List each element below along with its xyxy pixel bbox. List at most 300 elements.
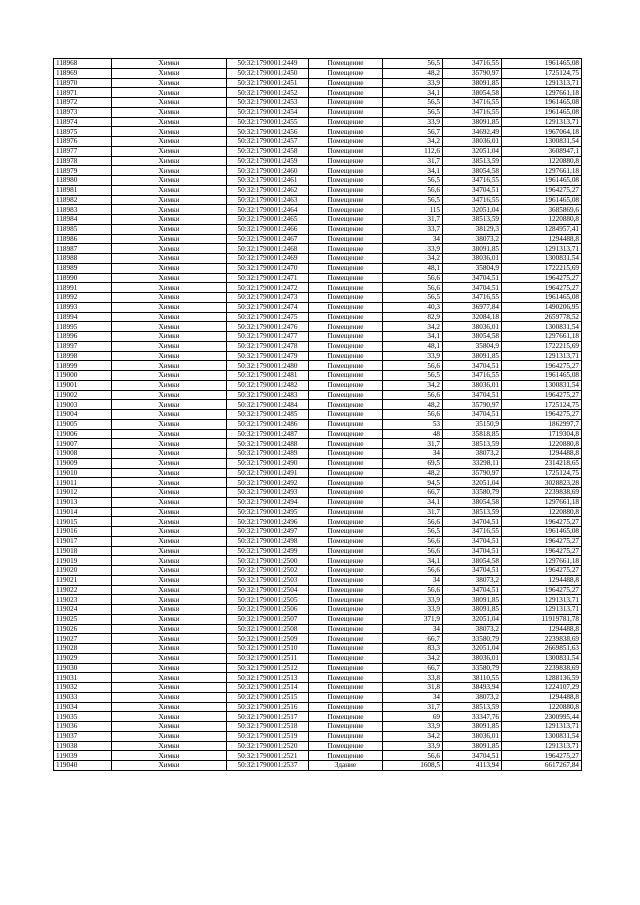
object-type-cell: Помещение bbox=[309, 137, 383, 147]
unit-value-cell: 38036,01 bbox=[443, 254, 502, 264]
unit-value-cell: 34716,55 bbox=[443, 176, 502, 186]
area-cell: 31,7 bbox=[383, 156, 443, 166]
city-cell: Химки bbox=[112, 536, 227, 546]
row-number: 119001 bbox=[54, 380, 112, 390]
city-cell: Химки bbox=[112, 156, 227, 166]
city-cell: Химки bbox=[112, 390, 227, 400]
area-cell: 56,5 bbox=[383, 98, 443, 108]
cadastral-number-cell: 50:32:1790001:2519 bbox=[227, 731, 309, 741]
cadastral-number-cell: 50:32:1790001:2493 bbox=[227, 488, 309, 498]
table-row bbox=[54, 751, 582, 761]
unit-value-cell: 38073,2 bbox=[443, 449, 502, 459]
cadastral-number-cell: 50:32:1790001:2476 bbox=[227, 322, 309, 332]
table-row bbox=[54, 585, 582, 595]
row-number: 118996 bbox=[54, 332, 112, 342]
area-cell: 82,9 bbox=[383, 312, 443, 322]
area-cell: 33,9 bbox=[383, 78, 443, 88]
cadastral-number-cell: 50:32:1790001:2457 bbox=[227, 137, 309, 147]
row-number: 119034 bbox=[54, 702, 112, 712]
table-row bbox=[54, 127, 582, 137]
cadastral-value-cell: 3608947,1 bbox=[502, 146, 582, 156]
cadastral-value-cell: 1300831,54 bbox=[502, 653, 582, 663]
cadastral-number-cell: 50:32:1790001:2474 bbox=[227, 302, 309, 312]
row-number: 119037 bbox=[54, 731, 112, 741]
row-number: 119025 bbox=[54, 614, 112, 624]
cadastral-value-cell: 2659778,52 bbox=[502, 312, 582, 322]
cadastral-number-cell: 50:32:1790001:2483 bbox=[227, 390, 309, 400]
cadastral-number-cell: 50:32:1790001:2497 bbox=[227, 527, 309, 537]
cadastral-value-cell: 1297661,18 bbox=[502, 497, 582, 507]
area-cell: 66,7 bbox=[383, 634, 443, 644]
row-number: 118972 bbox=[54, 98, 112, 108]
object-type-cell: Помещение bbox=[309, 585, 383, 595]
city-cell: Химки bbox=[112, 741, 227, 751]
table-row bbox=[54, 741, 582, 751]
cadastral-number-cell: 50:32:1790001:2462 bbox=[227, 185, 309, 195]
cadastral-value-cell: 1300831,54 bbox=[502, 380, 582, 390]
cadastral-number-cell: 50:32:1790001:2498 bbox=[227, 536, 309, 546]
table-row bbox=[54, 634, 582, 644]
cadastral-value-cell: 3685869,6 bbox=[502, 205, 582, 215]
cadastral-number-cell: 50:32:1790001:2469 bbox=[227, 254, 309, 264]
row-number: 118997 bbox=[54, 341, 112, 351]
cadastral-number-cell: 50:32:1790001:2520 bbox=[227, 741, 309, 751]
object-type-cell: Помещение bbox=[309, 644, 383, 654]
area-cell: 56,6 bbox=[383, 517, 443, 527]
area-cell: 33,9 bbox=[383, 722, 443, 732]
row-number: 118969 bbox=[54, 68, 112, 78]
cadastral-number-cell: 50:32:1790001:2454 bbox=[227, 107, 309, 117]
object-type-cell: Помещение bbox=[309, 605, 383, 615]
area-cell: 34 bbox=[383, 692, 443, 702]
area-cell: 56,5 bbox=[383, 293, 443, 303]
cadastral-value-cell: 1964275,27 bbox=[502, 283, 582, 293]
row-number: 118975 bbox=[54, 127, 112, 137]
object-type-cell: Помещение bbox=[309, 283, 383, 293]
object-type-cell: Помещение bbox=[309, 536, 383, 546]
city-cell: Химки bbox=[112, 117, 227, 127]
city-cell: Химки bbox=[112, 634, 227, 644]
city-cell: Химки bbox=[112, 185, 227, 195]
table-row bbox=[54, 624, 582, 634]
city-cell: Химки bbox=[112, 722, 227, 732]
city-cell: Химки bbox=[112, 88, 227, 98]
cadastral-value-cell: 1291313,71 bbox=[502, 605, 582, 615]
table-row bbox=[54, 595, 582, 605]
row-number: 119019 bbox=[54, 556, 112, 566]
table-row bbox=[54, 137, 582, 147]
table-row bbox=[54, 605, 582, 615]
row-number: 119000 bbox=[54, 371, 112, 381]
cadastral-value-cell: 1297661,18 bbox=[502, 556, 582, 566]
area-cell: 56,6 bbox=[383, 566, 443, 576]
cadastral-number-cell: 50:32:1790001:2464 bbox=[227, 205, 309, 215]
area-cell: 1608,5 bbox=[383, 761, 443, 771]
object-type-cell: Помещение bbox=[309, 731, 383, 741]
cadastral-value-cell: 1964275,27 bbox=[502, 410, 582, 420]
object-type-cell: Помещение bbox=[309, 468, 383, 478]
row-number: 118974 bbox=[54, 117, 112, 127]
cadastral-value-cell: 1964275,27 bbox=[502, 751, 582, 761]
cadastral-value-cell: 1294488,8 bbox=[502, 624, 582, 634]
cadastral-value-cell: 1719304,8 bbox=[502, 429, 582, 439]
row-number: 118992 bbox=[54, 293, 112, 303]
object-type-cell: Помещение bbox=[309, 419, 383, 429]
cadastral-value-cell: 1490206,95 bbox=[502, 302, 582, 312]
city-cell: Химки bbox=[112, 137, 227, 147]
object-type-cell: Помещение bbox=[309, 254, 383, 264]
object-type-cell: Помещение bbox=[309, 341, 383, 351]
city-cell: Химки bbox=[112, 254, 227, 264]
area-cell: 34,2 bbox=[383, 254, 443, 264]
row-number: 119015 bbox=[54, 517, 112, 527]
city-cell: Химки bbox=[112, 146, 227, 156]
cadastral-value-cell: 1297661,18 bbox=[502, 88, 582, 98]
area-cell: 56,6 bbox=[383, 361, 443, 371]
table-row bbox=[54, 68, 582, 78]
city-cell: Химки bbox=[112, 663, 227, 673]
city-cell: Химки bbox=[112, 614, 227, 624]
cadastral-number-cell: 50:32:1790001:2512 bbox=[227, 663, 309, 673]
cadastral-value-cell: 11919781,78 bbox=[502, 614, 582, 624]
row-number: 119031 bbox=[54, 673, 112, 683]
city-cell: Химки bbox=[112, 458, 227, 468]
cadastral-value-cell: 3028823,28 bbox=[502, 478, 582, 488]
row-number: 119035 bbox=[54, 712, 112, 722]
cadastral-value-cell: 1722215,69 bbox=[502, 341, 582, 351]
city-cell: Химки bbox=[112, 78, 227, 88]
table-row bbox=[54, 283, 582, 293]
object-type-cell: Помещение bbox=[309, 390, 383, 400]
city-cell: Химки bbox=[112, 683, 227, 693]
cadastral-number-cell: 50:32:1790001:2459 bbox=[227, 156, 309, 166]
table-row bbox=[54, 107, 582, 117]
area-cell: 34,1 bbox=[383, 556, 443, 566]
unit-value-cell: 32051,04 bbox=[443, 205, 502, 215]
city-cell: Химки bbox=[112, 751, 227, 761]
cadastral-value-cell: 1725124,75 bbox=[502, 400, 582, 410]
object-type-cell: Помещение bbox=[309, 78, 383, 88]
object-type-cell: Помещение bbox=[309, 59, 383, 69]
city-cell: Химки bbox=[112, 59, 227, 69]
unit-value-cell: 34716,55 bbox=[443, 293, 502, 303]
table-row bbox=[54, 176, 582, 186]
row-number: 118982 bbox=[54, 195, 112, 205]
row-number: 119033 bbox=[54, 692, 112, 702]
object-type-cell: Помещение bbox=[309, 234, 383, 244]
table-row bbox=[54, 468, 582, 478]
area-cell: 34 bbox=[383, 624, 443, 634]
row-number: 119023 bbox=[54, 595, 112, 605]
object-type-cell: Помещение bbox=[309, 195, 383, 205]
cadastral-value-cell: 1220880,8 bbox=[502, 439, 582, 449]
cadastral-number-cell: 50:32:1790001:2468 bbox=[227, 244, 309, 254]
cadastral-number-cell: 50:32:1790001:2451 bbox=[227, 78, 309, 88]
area-cell: 56,6 bbox=[383, 536, 443, 546]
area-cell: 33,9 bbox=[383, 595, 443, 605]
city-cell: Химки bbox=[112, 224, 227, 234]
city-cell: Химки bbox=[112, 234, 227, 244]
cadastral-number-cell: 50:32:1790001:2449 bbox=[227, 59, 309, 69]
city-cell: Химки bbox=[112, 468, 227, 478]
cadastral-number-cell: 50:32:1790001:2463 bbox=[227, 195, 309, 205]
row-number: 119028 bbox=[54, 644, 112, 654]
cadastral-number-cell: 50:32:1790001:2516 bbox=[227, 702, 309, 712]
row-number: 118993 bbox=[54, 302, 112, 312]
object-type-cell: Помещение bbox=[309, 497, 383, 507]
area-cell: 56,6 bbox=[383, 283, 443, 293]
cadastral-number-cell: 50:32:1790001:2509 bbox=[227, 634, 309, 644]
area-cell: 94,5 bbox=[383, 478, 443, 488]
cadastral-number-cell: 50:32:1790001:2489 bbox=[227, 449, 309, 459]
cadastral-value-cell: 1297661,18 bbox=[502, 332, 582, 342]
object-type-cell: Помещение bbox=[309, 439, 383, 449]
object-type-cell: Помещение bbox=[309, 575, 383, 585]
cadastral-value-cell: 1961465,08 bbox=[502, 107, 582, 117]
cadastral-number-cell: 50:32:1790001:2461 bbox=[227, 176, 309, 186]
row-number: 119040 bbox=[54, 761, 112, 771]
object-type-cell: Здание bbox=[309, 761, 383, 771]
cadastral-number-cell: 50:32:1790001:2477 bbox=[227, 332, 309, 342]
cadastral-value-cell: 1220880,8 bbox=[502, 702, 582, 712]
object-type-cell: Помещение bbox=[309, 224, 383, 234]
table-body bbox=[54, 59, 582, 771]
unit-value-cell: 34704,51 bbox=[443, 185, 502, 195]
table-row bbox=[54, 293, 582, 303]
table-row bbox=[54, 205, 582, 215]
unit-value-cell: 35818,85 bbox=[443, 429, 502, 439]
area-cell: 33,7 bbox=[383, 224, 443, 234]
table-row bbox=[54, 488, 582, 498]
city-cell: Химки bbox=[112, 371, 227, 381]
city-cell: Химки bbox=[112, 263, 227, 273]
city-cell: Химки bbox=[112, 283, 227, 293]
table-row bbox=[54, 507, 582, 517]
cadastral-number-cell: 50:32:1790001:2492 bbox=[227, 478, 309, 488]
table-row bbox=[54, 527, 582, 537]
area-cell: 33,9 bbox=[383, 117, 443, 127]
cadastral-value-cell: 1964275,27 bbox=[502, 566, 582, 576]
object-type-cell: Помещение bbox=[309, 614, 383, 624]
object-type-cell: Помещение bbox=[309, 595, 383, 605]
row-number: 119027 bbox=[54, 634, 112, 644]
cadastral-number-cell: 50:32:1790001:2460 bbox=[227, 166, 309, 176]
cadastral-value-cell: 1961465,08 bbox=[502, 195, 582, 205]
city-cell: Химки bbox=[112, 644, 227, 654]
unit-value-cell: 35790,97 bbox=[443, 400, 502, 410]
cadastral-value-cell: 1964275,27 bbox=[502, 546, 582, 556]
object-type-cell: Помещение bbox=[309, 88, 383, 98]
cadastral-number-cell: 50:32:1790001:2456 bbox=[227, 127, 309, 137]
cadastral-value-cell: 1294488,8 bbox=[502, 234, 582, 244]
object-type-cell: Помещение bbox=[309, 322, 383, 332]
cadastral-value-cell: 1288136,59 bbox=[502, 673, 582, 683]
row-number: 118968 bbox=[54, 59, 112, 69]
object-type-cell: Помещение bbox=[309, 302, 383, 312]
row-number: 119021 bbox=[54, 575, 112, 585]
object-type-cell: Помещение bbox=[309, 380, 383, 390]
unit-value-cell: 38036,01 bbox=[443, 322, 502, 332]
cadastral-number-cell: 50:32:1790001:2452 bbox=[227, 88, 309, 98]
cadastral-number-cell: 50:32:1790001:2494 bbox=[227, 497, 309, 507]
object-type-cell: Помещение bbox=[309, 127, 383, 137]
area-cell: 56,6 bbox=[383, 273, 443, 283]
table-row bbox=[54, 702, 582, 712]
row-number: 119013 bbox=[54, 497, 112, 507]
cadastral-number-cell: 50:32:1790001:2508 bbox=[227, 624, 309, 634]
unit-value-cell: 32051,04 bbox=[443, 614, 502, 624]
cadastral-number-cell: 50:32:1790001:2450 bbox=[227, 68, 309, 78]
cadastral-number-cell: 50:32:1790001:2488 bbox=[227, 439, 309, 449]
row-number: 118973 bbox=[54, 107, 112, 117]
cadastral-value-cell: 1294488,8 bbox=[502, 575, 582, 585]
unit-value-cell: 35150,9 bbox=[443, 419, 502, 429]
cadastral-number-cell: 50:32:1790001:2495 bbox=[227, 507, 309, 517]
unit-value-cell: 34704,51 bbox=[443, 536, 502, 546]
area-cell: 33,9 bbox=[383, 351, 443, 361]
unit-value-cell: 38091,85 bbox=[443, 722, 502, 732]
cadastral-number-cell: 50:32:1790001:2490 bbox=[227, 458, 309, 468]
unit-value-cell: 38091,85 bbox=[443, 595, 502, 605]
cadastral-value-cell: 1284957,41 bbox=[502, 224, 582, 234]
cadastral-value-cell: 1291313,71 bbox=[502, 117, 582, 127]
cadastral-number-cell: 50:32:1790001:2521 bbox=[227, 751, 309, 761]
table-row bbox=[54, 234, 582, 244]
object-type-cell: Помещение bbox=[309, 556, 383, 566]
city-cell: Химки bbox=[112, 517, 227, 527]
area-cell: 56,5 bbox=[383, 195, 443, 205]
unit-value-cell: 34692,49 bbox=[443, 127, 502, 137]
area-cell: 48,1 bbox=[383, 263, 443, 273]
unit-value-cell: 38036,01 bbox=[443, 380, 502, 390]
area-cell: 31,8 bbox=[383, 683, 443, 693]
object-type-cell: Помещение bbox=[309, 361, 383, 371]
row-number: 118991 bbox=[54, 283, 112, 293]
object-type-cell: Помещение bbox=[309, 176, 383, 186]
cadastral-number-cell: 50:32:1790001:2517 bbox=[227, 712, 309, 722]
row-number: 119009 bbox=[54, 458, 112, 468]
table-row bbox=[54, 478, 582, 488]
object-type-cell: Помещение bbox=[309, 712, 383, 722]
table-row bbox=[54, 722, 582, 732]
object-type-cell: Помещение bbox=[309, 410, 383, 420]
row-number: 118976 bbox=[54, 137, 112, 147]
area-cell: 34,1 bbox=[383, 166, 443, 176]
area-cell: 56,5 bbox=[383, 176, 443, 186]
table-row bbox=[54, 244, 582, 254]
cadastral-number-cell: 50:32:1790001:2465 bbox=[227, 215, 309, 225]
table-row bbox=[54, 546, 582, 556]
cadastral-number-cell: 50:32:1790001:2455 bbox=[227, 117, 309, 127]
cadastral-number-cell: 50:32:1790001:2453 bbox=[227, 98, 309, 108]
table-row bbox=[54, 380, 582, 390]
cadastral-number-cell: 50:32:1790001:2514 bbox=[227, 683, 309, 693]
unit-value-cell: 38073,2 bbox=[443, 234, 502, 244]
table-row bbox=[54, 410, 582, 420]
unit-value-cell: 34704,51 bbox=[443, 751, 502, 761]
area-cell: 33,9 bbox=[383, 741, 443, 751]
area-cell: 48,2 bbox=[383, 468, 443, 478]
area-cell: 31,7 bbox=[383, 507, 443, 517]
table-row bbox=[54, 566, 582, 576]
area-cell: 69 bbox=[383, 712, 443, 722]
cadastral-number-cell: 50:32:1790001:2505 bbox=[227, 595, 309, 605]
cadastral-value-cell: 2669851,63 bbox=[502, 644, 582, 654]
unit-value-cell: 4113,94 bbox=[443, 761, 502, 771]
cadastral-value-cell: 1961465,08 bbox=[502, 527, 582, 537]
unit-value-cell: 32051,04 bbox=[443, 644, 502, 654]
area-cell: 31,7 bbox=[383, 439, 443, 449]
city-cell: Химки bbox=[112, 195, 227, 205]
unit-value-cell: 38091,85 bbox=[443, 605, 502, 615]
object-type-cell: Помещение bbox=[309, 517, 383, 527]
cadastral-number-cell: 50:32:1790001:2481 bbox=[227, 371, 309, 381]
table-row bbox=[54, 146, 582, 156]
cadastral-value-cell: 1291313,71 bbox=[502, 351, 582, 361]
unit-value-cell: 34704,51 bbox=[443, 566, 502, 576]
row-number: 118999 bbox=[54, 361, 112, 371]
city-cell: Химки bbox=[112, 605, 227, 615]
unit-value-cell: 38129,3 bbox=[443, 224, 502, 234]
city-cell: Химки bbox=[112, 595, 227, 605]
object-type-cell: Помещение bbox=[309, 488, 383, 498]
table-row bbox=[54, 663, 582, 673]
city-cell: Химки bbox=[112, 624, 227, 634]
unit-value-cell: 38036,01 bbox=[443, 653, 502, 663]
row-number: 119022 bbox=[54, 585, 112, 595]
city-cell: Химки bbox=[112, 215, 227, 225]
row-number: 119006 bbox=[54, 429, 112, 439]
table-row bbox=[54, 117, 582, 127]
row-number: 118971 bbox=[54, 88, 112, 98]
unit-value-cell: 34716,55 bbox=[443, 527, 502, 537]
object-type-cell: Помещение bbox=[309, 692, 383, 702]
area-cell: 66,7 bbox=[383, 663, 443, 673]
cadastral-number-cell: 50:32:1790001:2467 bbox=[227, 234, 309, 244]
cadastral-value-cell: 1300831,54 bbox=[502, 322, 582, 332]
object-type-cell: Помещение bbox=[309, 312, 383, 322]
city-cell: Химки bbox=[112, 449, 227, 459]
row-number: 119002 bbox=[54, 390, 112, 400]
city-cell: Химки bbox=[112, 702, 227, 712]
table-row bbox=[54, 195, 582, 205]
cadastral-value-cell: 1294488,8 bbox=[502, 692, 582, 702]
object-type-cell: Помещение bbox=[309, 683, 383, 693]
cadastral-value-cell: 1961465,08 bbox=[502, 371, 582, 381]
area-cell: 112,6 bbox=[383, 146, 443, 156]
object-type-cell: Помещение bbox=[309, 332, 383, 342]
row-number: 119018 bbox=[54, 546, 112, 556]
table-row bbox=[54, 400, 582, 410]
area-cell: 56,5 bbox=[383, 59, 443, 69]
cadastral-value-cell: 2239838,69 bbox=[502, 663, 582, 673]
cadastral-value-cell: 1300831,54 bbox=[502, 137, 582, 147]
table-row bbox=[54, 458, 582, 468]
unit-value-cell: 34716,55 bbox=[443, 195, 502, 205]
table-row bbox=[54, 536, 582, 546]
table-row bbox=[54, 215, 582, 225]
area-cell: 56,5 bbox=[383, 527, 443, 537]
cadastral-number-cell: 50:32:1790001:2482 bbox=[227, 380, 309, 390]
cadastral-value-cell: 1961465,08 bbox=[502, 98, 582, 108]
unit-value-cell: 38091,85 bbox=[443, 741, 502, 751]
cadastral-number-cell: 50:32:1790001:2510 bbox=[227, 644, 309, 654]
object-type-cell: Помещение bbox=[309, 566, 383, 576]
object-type-cell: Помещение bbox=[309, 205, 383, 215]
unit-value-cell: 34704,51 bbox=[443, 410, 502, 420]
unit-value-cell: 32084,18 bbox=[443, 312, 502, 322]
city-cell: Химки bbox=[112, 761, 227, 771]
